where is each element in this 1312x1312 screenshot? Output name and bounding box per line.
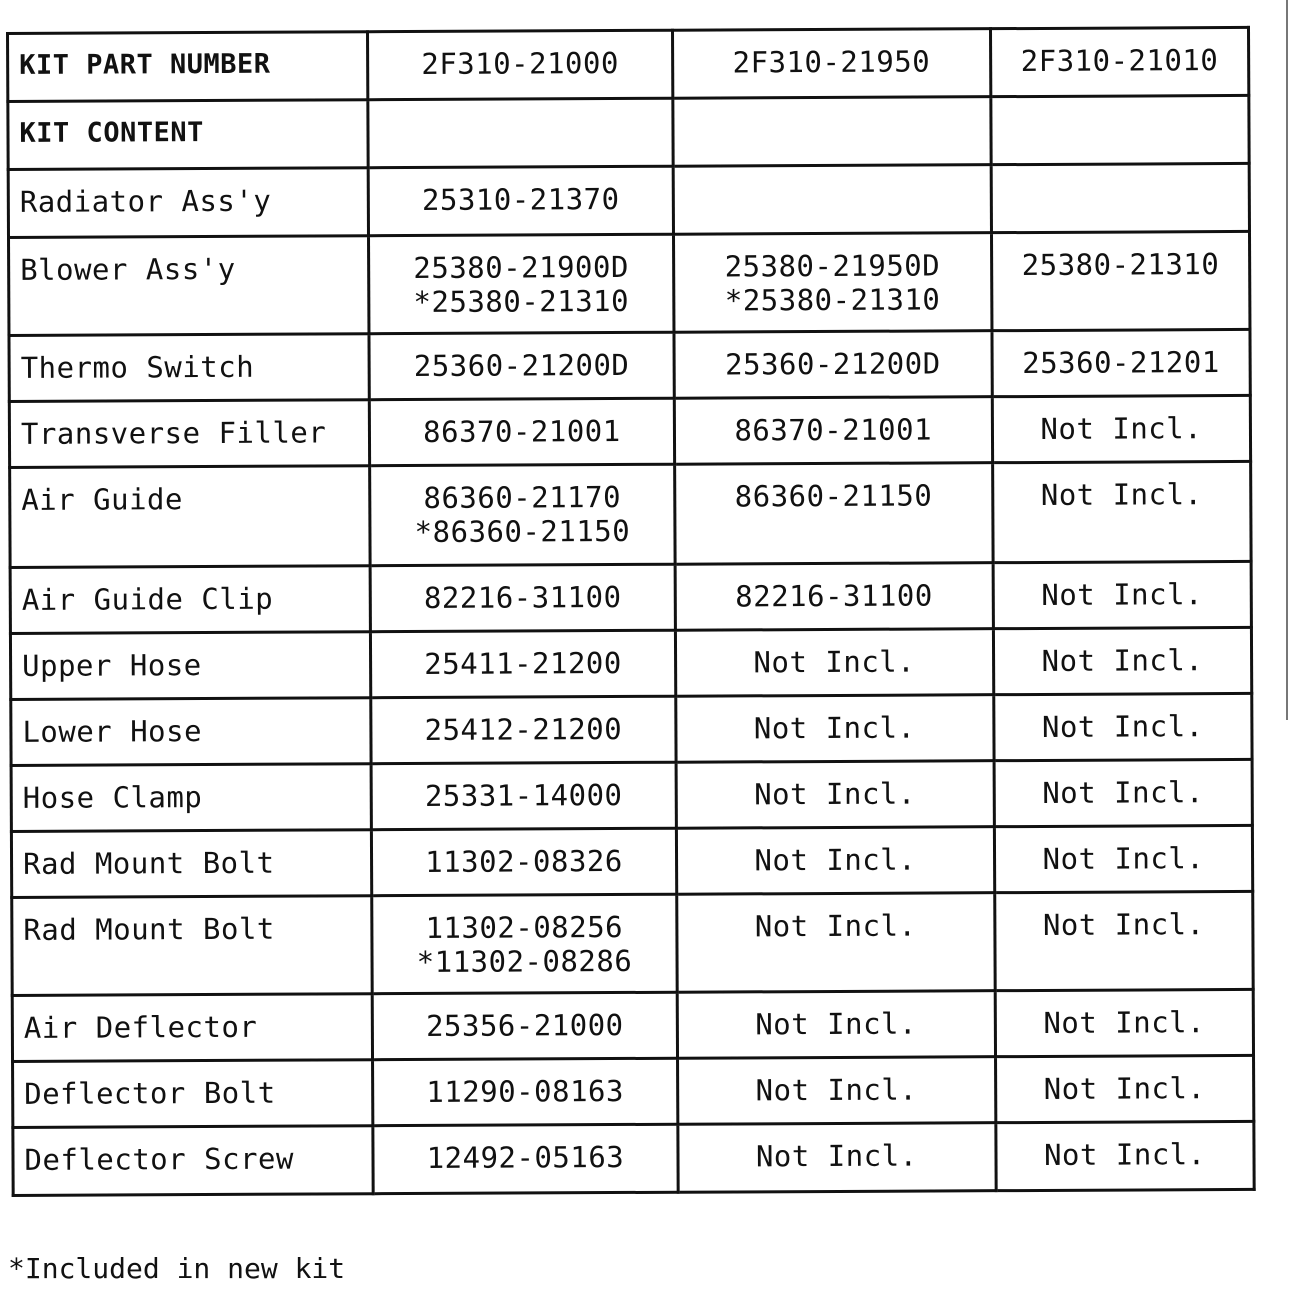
part-number: Not Incl. xyxy=(753,710,916,746)
part-number: Not Incl. xyxy=(1043,1005,1206,1040)
table-row xyxy=(11,825,1252,897)
part-name-cell: Thermo Switch xyxy=(9,334,369,402)
part-number: 82216-31100 xyxy=(423,579,622,615)
part-number-cell xyxy=(993,627,1252,694)
part-number-cell xyxy=(369,332,674,399)
part-number-cell xyxy=(372,894,677,993)
part-number: Not Incl. xyxy=(753,644,916,680)
part-number-cell xyxy=(370,464,675,565)
part-number: Not Incl. xyxy=(1041,709,1204,744)
part-number-cell xyxy=(677,1057,995,1125)
part-number-cell xyxy=(675,629,993,697)
part-number-cell xyxy=(676,893,994,993)
part-number-cell xyxy=(673,233,991,333)
part-number: Not Incl. xyxy=(754,842,917,878)
empty-cell xyxy=(991,95,1250,164)
part-number-cell xyxy=(674,397,992,465)
kit-number-2: 2F310-21950 xyxy=(672,29,990,99)
part-number-cell xyxy=(369,234,674,333)
part-number-cell xyxy=(368,166,673,235)
header-label: KIT PART NUMBER xyxy=(8,32,368,102)
part-number: Not Incl. xyxy=(1043,1137,1206,1172)
part-number: 25380-21900D xyxy=(413,249,629,286)
part-number: 25380-21310 xyxy=(1021,247,1220,283)
kit-number-1: 2F310-21000 xyxy=(368,30,673,99)
part-number: 25310-21370 xyxy=(421,182,620,217)
part-number-cell xyxy=(994,759,1253,826)
part-number-cell xyxy=(678,1123,996,1193)
part-number: 25380-21950D xyxy=(724,248,941,284)
part-name-cell: Blower Ass'y xyxy=(9,236,370,336)
table-row xyxy=(10,627,1251,699)
table-row xyxy=(11,759,1252,831)
part-number: Not Incl. xyxy=(1041,643,1204,678)
table-row xyxy=(11,693,1252,765)
new-kit-part-number: *11302-08286 xyxy=(416,943,633,980)
part-number: 25412-21200 xyxy=(424,711,623,747)
part-number-cell xyxy=(369,398,674,465)
part-name-cell: Transverse Filler xyxy=(9,400,369,468)
part-name-cell: Rad Mount Bolt xyxy=(11,830,371,898)
part-number: 11302-08256 xyxy=(425,909,624,945)
part-number-cell xyxy=(995,989,1254,1056)
part-number-cell xyxy=(373,1124,678,1193)
part-number-cell xyxy=(674,463,992,565)
kit-content-row xyxy=(8,95,1249,169)
part-number-cell xyxy=(991,163,1250,232)
table-row xyxy=(13,1121,1254,1195)
part-number: 25360-21201 xyxy=(1022,345,1220,381)
part-number-cell xyxy=(676,695,994,763)
part-number-cell xyxy=(674,331,992,399)
part-number-cell xyxy=(992,329,1251,396)
part-number-cell xyxy=(995,1055,1254,1122)
part-number-cell xyxy=(372,828,677,895)
part-number: 86370-21001 xyxy=(423,414,621,449)
part-number: 25360-21200D xyxy=(725,346,941,382)
part-number: Not Incl. xyxy=(755,1072,918,1108)
part-number-cell xyxy=(675,563,993,631)
part-number-cell xyxy=(993,693,1252,760)
part-number: 25331-14000 xyxy=(424,777,623,813)
table-row xyxy=(9,231,1250,335)
table-row xyxy=(9,395,1250,467)
part-name-cell: Air Guide xyxy=(10,466,371,568)
part-number-cell xyxy=(996,1121,1255,1190)
empty-cell xyxy=(368,98,673,167)
kit-number-3: 2F310-21010 xyxy=(990,27,1249,96)
kit-parts-table xyxy=(6,26,1256,1197)
part-number-cell xyxy=(371,630,676,697)
part-number-cell xyxy=(673,165,991,235)
part-number-cell xyxy=(676,761,994,829)
table-row xyxy=(13,1055,1254,1127)
part-number: Not Incl. xyxy=(1042,841,1205,876)
table-row xyxy=(10,461,1251,567)
part-name-cell: Upper Hose xyxy=(10,632,370,700)
part-number-cell xyxy=(993,561,1252,628)
part-number: Not Incl. xyxy=(755,1006,918,1042)
table-row xyxy=(12,989,1253,1061)
part-number: Not Incl. xyxy=(754,776,916,812)
part-number-cell xyxy=(676,827,994,895)
part-number: 25360-21200D xyxy=(413,347,630,384)
part-number: 86370-21001 xyxy=(734,412,933,448)
part-name-cell: Radiator Ass'y xyxy=(8,168,368,238)
part-number-cell xyxy=(991,231,1250,330)
part-number: Not Incl. xyxy=(1040,411,1203,446)
part-name-cell: Deflector Bolt xyxy=(13,1060,373,1128)
part-number: 86360-21170 xyxy=(423,480,622,515)
table-body xyxy=(8,27,1255,1195)
part-number-cell xyxy=(373,1058,678,1125)
page-edge-line xyxy=(1286,0,1288,720)
part-number: 86360-21150 xyxy=(734,478,933,514)
part-name-cell: Hose Clamp xyxy=(11,764,371,832)
part-number-cell xyxy=(992,461,1251,562)
part-number-cell xyxy=(372,992,677,1059)
part-number: Not Incl. xyxy=(1041,577,1204,612)
part-number: 12492-05163 xyxy=(426,1139,625,1175)
part-number-cell xyxy=(370,564,675,631)
part-number-cell xyxy=(992,395,1251,462)
table-row xyxy=(9,329,1250,401)
part-number: 11302-08326 xyxy=(425,843,623,879)
part-name-cell: Lower Hose xyxy=(11,698,371,766)
part-number-cell xyxy=(677,991,995,1059)
part-name-cell: Rad Mount Bolt xyxy=(12,896,373,996)
part-name-cell: Air Deflector xyxy=(12,994,372,1062)
part-number: Not Incl. xyxy=(1043,1071,1206,1106)
part-number: 25411-21200 xyxy=(424,645,622,681)
part-number-cell xyxy=(371,762,676,829)
kit-content-label: KIT CONTENT xyxy=(8,100,368,170)
new-kit-part-number: *25380-21310 xyxy=(413,283,630,320)
new-kit-part-number: *25380-21310 xyxy=(724,282,941,318)
part-number: Not Incl. xyxy=(1040,477,1203,512)
empty-cell xyxy=(673,97,991,167)
part-number-cell xyxy=(994,825,1253,892)
part-number: 11290-08163 xyxy=(426,1073,624,1109)
part-number: Not Incl. xyxy=(755,1138,918,1174)
part-number-cell xyxy=(371,696,676,763)
part-number: Not Incl. xyxy=(754,908,917,944)
part-number: Not Incl. xyxy=(1042,907,1205,942)
part-name-cell: Air Guide Clip xyxy=(10,566,370,634)
header-row xyxy=(8,27,1249,101)
part-name-cell: Deflector Screw xyxy=(13,1126,373,1196)
part-number: 25356-21000 xyxy=(425,1007,624,1043)
table-row xyxy=(12,891,1253,995)
table-row xyxy=(10,561,1251,633)
footnote: *Included in new kit xyxy=(8,1252,346,1285)
part-number: 82216-31100 xyxy=(735,578,933,614)
part-number: Not Incl. xyxy=(1042,775,1204,810)
new-kit-part-number: *86360-21150 xyxy=(414,513,631,550)
table-row xyxy=(8,163,1249,237)
part-number-cell xyxy=(994,891,1253,990)
